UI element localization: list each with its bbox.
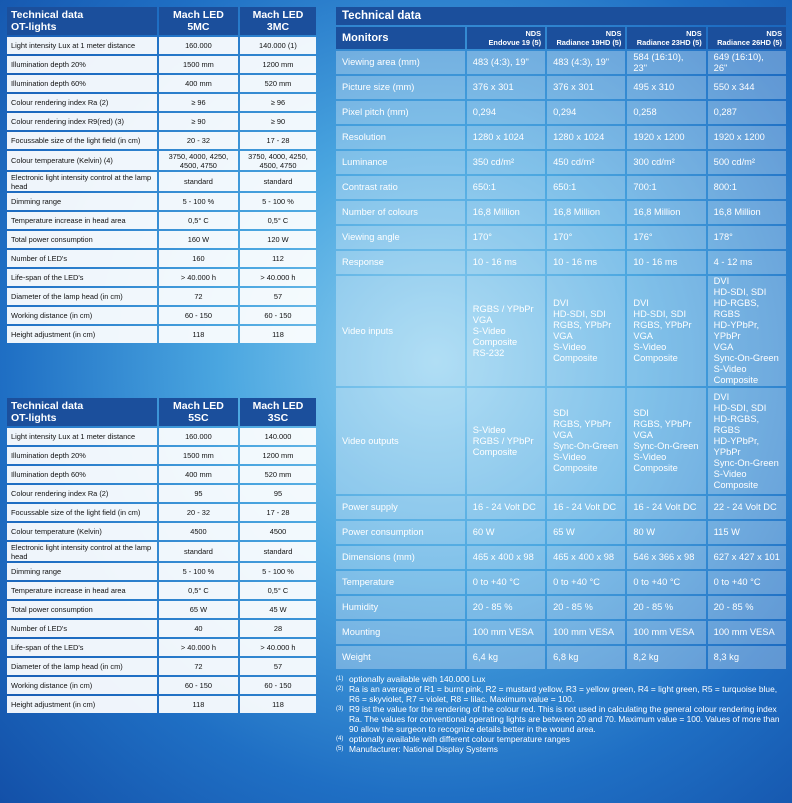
row-label: Life-span of the LED's bbox=[7, 269, 157, 286]
row-label: Illumination depth 20% bbox=[7, 447, 157, 464]
row-value: 1280 x 1024 bbox=[547, 126, 625, 149]
row-label: Electronic light intensity control at the lamp head bbox=[7, 542, 157, 561]
row-value: 28 bbox=[240, 620, 316, 637]
table-row bbox=[336, 251, 786, 274]
row-label: Colour temperature (Kelvin) (4) bbox=[7, 151, 157, 170]
row-value: 65 W bbox=[547, 521, 625, 544]
row-value: 10 - 16 ms bbox=[627, 251, 705, 274]
table-row bbox=[336, 76, 786, 99]
row-value: 0,294 bbox=[547, 101, 625, 124]
footnote bbox=[336, 684, 786, 704]
row-value: 495 x 310 bbox=[627, 76, 705, 99]
row-value: 800:1 bbox=[708, 176, 786, 199]
row-value: DVI HD-SDI, SDI RGBS, YPbPr VGA S-Video Composite bbox=[627, 276, 705, 386]
monitor-model: Endovue 19 (5) bbox=[488, 38, 542, 47]
footnote bbox=[336, 744, 786, 754]
row-value: 520 mm bbox=[240, 75, 316, 92]
table-row bbox=[7, 620, 316, 637]
table1-col1: Mach LED 5MC bbox=[173, 9, 224, 33]
monitor-model: Radiance 23HD (5) bbox=[636, 38, 702, 47]
row-value: 1200 mm bbox=[240, 447, 316, 464]
row-value: S-Video RGBS / YPbPr Composite bbox=[467, 388, 545, 494]
table-row bbox=[336, 596, 786, 619]
row-label: Contrast ratio bbox=[336, 176, 465, 199]
row-value: ≥ 96 bbox=[159, 94, 238, 111]
table-row bbox=[7, 250, 316, 267]
row-label: Power consumption bbox=[336, 521, 465, 544]
table2-col2: Mach LED 3SC bbox=[252, 400, 304, 424]
row-label: Picture size (mm) bbox=[336, 76, 465, 99]
row-value: 72 bbox=[159, 288, 238, 305]
footnote-text: R9 ist the value for the rendering of the colour red. This is not used in calculating the general colour rendering index Ra. The values for conventional operating lights are between 20 and 70. Maximum value = 100. Values of more than 90 allow the surgeon to recognize details better in the wound area. bbox=[349, 704, 780, 734]
row-label: Total power consumption bbox=[7, 231, 157, 248]
row-value: 483 (4:3), 19" bbox=[467, 51, 545, 74]
row-value: 10 - 16 ms bbox=[547, 251, 625, 274]
table-row bbox=[7, 212, 316, 229]
row-label: Viewing area (mm) bbox=[336, 51, 465, 74]
table-row bbox=[7, 601, 316, 618]
table2-body bbox=[7, 428, 316, 713]
row-label: Luminance bbox=[336, 151, 465, 174]
table-row bbox=[7, 94, 316, 111]
row-label: Colour rendering index Ra (2) bbox=[7, 94, 157, 111]
row-value: 465 x 400 x 98 bbox=[547, 546, 625, 569]
row-label: Number of colours bbox=[336, 201, 465, 224]
row-value: 0 to +40 °C bbox=[708, 571, 786, 594]
table-row bbox=[7, 639, 316, 656]
row-value: 0,287 bbox=[708, 101, 786, 124]
monitor-brand: NDS bbox=[766, 29, 782, 38]
row-value: 57 bbox=[240, 658, 316, 675]
row-value: 500 cd/m² bbox=[708, 151, 786, 174]
row-value: 700:1 bbox=[627, 176, 705, 199]
row-value: 5 - 100 % bbox=[159, 563, 238, 580]
row-value: 0,294 bbox=[467, 101, 545, 124]
row-value: 178° bbox=[708, 226, 786, 249]
row-label: Video inputs bbox=[336, 276, 465, 386]
row-value: 176° bbox=[627, 226, 705, 249]
row-value: 584 (16:10), 23" bbox=[627, 51, 705, 74]
row-value: 350 cd/m² bbox=[467, 151, 545, 174]
row-label: Number of LED's bbox=[7, 250, 157, 267]
row-value: 546 x 366 x 98 bbox=[627, 546, 705, 569]
table-row bbox=[7, 37, 316, 54]
row-value: ≥ 90 bbox=[240, 113, 316, 130]
row-value: 118 bbox=[159, 326, 238, 343]
row-value: 120 W bbox=[240, 231, 316, 248]
table-row bbox=[336, 496, 786, 519]
table-row bbox=[7, 75, 316, 92]
row-label: Life-span of the LED's bbox=[7, 639, 157, 656]
row-value: DVI HD-SDI, SDI RGBS, YPbPr VGA S-Video Composite bbox=[547, 276, 625, 386]
row-value: 4500 bbox=[159, 523, 238, 540]
footnote-marker: (2) bbox=[336, 686, 344, 692]
table-row bbox=[336, 201, 786, 224]
row-value: 20 - 85 % bbox=[708, 596, 786, 619]
row-value: 1920 x 1200 bbox=[627, 126, 705, 149]
table-row bbox=[336, 388, 786, 494]
table-row bbox=[7, 288, 316, 305]
table-row bbox=[336, 51, 786, 74]
table-row bbox=[7, 56, 316, 73]
row-value: 40 bbox=[159, 620, 238, 637]
row-value: 0,5° C bbox=[240, 582, 316, 599]
row-value: 60 W bbox=[467, 521, 545, 544]
footnote-text: optionally available with different colour temperature ranges bbox=[349, 734, 570, 744]
row-label: Electronic light intensity control at the lamp head bbox=[7, 172, 157, 191]
row-value: 140.000 bbox=[240, 428, 316, 445]
footnote bbox=[336, 734, 786, 744]
monitors-table bbox=[334, 5, 788, 671]
table-row bbox=[336, 126, 786, 149]
row-value: 0,258 bbox=[627, 101, 705, 124]
row-label: Power supply bbox=[336, 496, 465, 519]
monitor-col-header bbox=[467, 27, 545, 49]
row-label: Colour temperature (Kelvin) bbox=[7, 523, 157, 540]
table-row bbox=[7, 113, 316, 130]
row-label: Illumination depth 60% bbox=[7, 466, 157, 483]
row-label: Diameter of the lamp head (in cm) bbox=[7, 658, 157, 675]
row-value: 10 - 16 ms bbox=[467, 251, 545, 274]
monitors-title1: Technical data bbox=[342, 10, 422, 22]
row-value: 115 W bbox=[708, 521, 786, 544]
row-value: DVI HD-SDI, SDI HD-RGBS, RGBS HD-YPbPr, YPbPr VGA Sync-On-Green S-Video Composite bbox=[708, 276, 786, 386]
row-value: 100 mm VESA bbox=[708, 621, 786, 644]
table-row bbox=[336, 521, 786, 544]
table-row bbox=[7, 466, 316, 483]
row-value: 627 x 427 x 101 bbox=[708, 546, 786, 569]
row-value: standard bbox=[240, 172, 316, 191]
row-label: Viewing angle bbox=[336, 226, 465, 249]
row-label: Diameter of the lamp head (in cm) bbox=[7, 288, 157, 305]
row-value: 60 - 150 bbox=[159, 677, 238, 694]
footnote-text: Manufacturer: National Display Systems bbox=[349, 744, 498, 754]
row-value: 16,8 Million bbox=[708, 201, 786, 224]
row-label: Temperature increase in head area bbox=[7, 212, 157, 229]
row-label: Resolution bbox=[336, 126, 465, 149]
row-value: 1920 x 1200 bbox=[708, 126, 786, 149]
row-label: Weight bbox=[336, 646, 465, 669]
table-row bbox=[7, 428, 316, 445]
table-row bbox=[336, 646, 786, 669]
row-value: 20 - 85 % bbox=[467, 596, 545, 619]
row-label: Working distance (in cm) bbox=[7, 677, 157, 694]
table-row bbox=[336, 276, 786, 386]
footnote bbox=[336, 674, 786, 684]
row-value: 550 x 344 bbox=[708, 76, 786, 99]
table1-title2: OT-lights bbox=[11, 21, 57, 33]
row-value: 8,2 kg bbox=[627, 646, 705, 669]
row-value: 100 mm VESA bbox=[627, 621, 705, 644]
table-row bbox=[336, 226, 786, 249]
footnote-marker: (3) bbox=[336, 706, 344, 712]
ot-lights-table-mc bbox=[5, 5, 318, 345]
row-label: Total power consumption bbox=[7, 601, 157, 618]
table-row bbox=[336, 571, 786, 594]
row-value: 6,8 kg bbox=[547, 646, 625, 669]
row-value: 22 - 24 Volt DC bbox=[708, 496, 786, 519]
row-value: 5 - 100 % bbox=[240, 193, 316, 210]
row-value: 16,8 Million bbox=[547, 201, 625, 224]
row-value: > 40.000 h bbox=[240, 269, 316, 286]
row-label: Focussable size of the light field (in cm) bbox=[7, 132, 157, 149]
row-label: Video outputs bbox=[336, 388, 465, 494]
row-value: 520 mm bbox=[240, 466, 316, 483]
footnotes bbox=[336, 674, 786, 754]
monitor-model: Radiance 19HD (5) bbox=[556, 38, 622, 47]
footnote-text: optionally available with 140.000 Lux bbox=[349, 674, 486, 684]
row-value: 160.000 bbox=[159, 37, 238, 54]
row-value: 3750, 4000, 4250, 4500, 4750 bbox=[159, 151, 238, 170]
table-row bbox=[7, 151, 316, 170]
row-value: 95 bbox=[159, 485, 238, 502]
row-value: 100 mm VESA bbox=[467, 621, 545, 644]
table-row bbox=[7, 504, 316, 521]
row-value: 20 - 85 % bbox=[547, 596, 625, 619]
row-value: 112 bbox=[240, 250, 316, 267]
row-label: Illumination depth 60% bbox=[7, 75, 157, 92]
row-label: Focussable size of the light field (in cm) bbox=[7, 504, 157, 521]
ot-lights-table-sc bbox=[5, 396, 318, 715]
table-row bbox=[7, 563, 316, 580]
table1-body bbox=[7, 37, 316, 343]
table-row bbox=[7, 132, 316, 149]
row-value: 17 - 28 bbox=[240, 132, 316, 149]
monitor-brand: NDS bbox=[525, 29, 542, 38]
row-value: 400 mm bbox=[159, 466, 238, 483]
row-value: standard bbox=[240, 542, 316, 561]
monitors-body bbox=[336, 51, 786, 669]
row-value: 16 - 24 Volt DC bbox=[627, 496, 705, 519]
table-row bbox=[7, 307, 316, 324]
table-row bbox=[7, 172, 316, 191]
row-value: 20 - 32 bbox=[159, 132, 238, 149]
table-row bbox=[7, 447, 316, 464]
row-value: 4500 bbox=[240, 523, 316, 540]
monitor-brand: NDS bbox=[686, 29, 702, 38]
monitor-col-header bbox=[627, 27, 705, 49]
row-value: 80 W bbox=[627, 521, 705, 544]
monitor-brand: NDS bbox=[605, 29, 622, 38]
row-value: 483 (4:3), 19" bbox=[547, 51, 625, 74]
row-value: 450 cd/m² bbox=[547, 151, 625, 174]
footnote bbox=[336, 704, 786, 734]
row-value: 60 - 150 bbox=[240, 307, 316, 324]
footnote-text: Ra is an average of R1 = burnt pink, R2 = mustard yellow, R3 = yellow green, R4 = light green, R5 = turquoise blue, R6 = skyviolet, R7 = violet, R8 = lilac. Maximum value = 100. bbox=[349, 684, 778, 704]
row-value: 160 bbox=[159, 250, 238, 267]
row-value: 3750, 4000, 4250, 4500, 4750 bbox=[240, 151, 316, 170]
footnote-marker: (4) bbox=[336, 736, 344, 742]
row-value: 100 mm VESA bbox=[547, 621, 625, 644]
row-value: ≥ 96 bbox=[240, 94, 316, 111]
table-row bbox=[7, 582, 316, 599]
row-label: Height adjustment (in cm) bbox=[7, 696, 157, 713]
row-value: 300 cd/m² bbox=[627, 151, 705, 174]
row-value: standard bbox=[159, 172, 238, 191]
row-value: SDI RGBS, YPbPr VGA Sync-On-Green S-Video Composite bbox=[627, 388, 705, 494]
table-row bbox=[7, 658, 316, 675]
row-value: 16,8 Million bbox=[627, 201, 705, 224]
monitor-col-header bbox=[708, 27, 786, 49]
row-value: 1200 mm bbox=[240, 56, 316, 73]
row-value: 400 mm bbox=[159, 75, 238, 92]
table-row bbox=[7, 542, 316, 561]
row-value: 0 to +40 °C bbox=[467, 571, 545, 594]
table-row bbox=[336, 101, 786, 124]
table-row bbox=[7, 696, 316, 713]
row-value: 0 to +40 °C bbox=[627, 571, 705, 594]
row-value: 0 to +40 °C bbox=[547, 571, 625, 594]
row-label: Light intensity Lux at 1 meter distance bbox=[7, 37, 157, 54]
row-value: 1500 mm bbox=[159, 447, 238, 464]
row-value: 376 x 301 bbox=[547, 76, 625, 99]
row-label: Mounting bbox=[336, 621, 465, 644]
row-value: 72 bbox=[159, 658, 238, 675]
row-label: Dimensions (mm) bbox=[336, 546, 465, 569]
table-row bbox=[7, 523, 316, 540]
monitors-title2: Monitors bbox=[342, 32, 389, 44]
row-value: 170° bbox=[547, 226, 625, 249]
row-value: 118 bbox=[240, 696, 316, 713]
row-value: > 40.000 h bbox=[240, 639, 316, 656]
row-label: Colour rendering index R9(red) (3) bbox=[7, 113, 157, 130]
row-value: 95 bbox=[240, 485, 316, 502]
table-row bbox=[7, 326, 316, 343]
table-row bbox=[7, 677, 316, 694]
row-value: 65 W bbox=[159, 601, 238, 618]
row-label: Pixel pitch (mm) bbox=[336, 101, 465, 124]
footnote-marker: (5) bbox=[336, 746, 344, 752]
row-value: 160 W bbox=[159, 231, 238, 248]
row-value: 465 x 400 x 98 bbox=[467, 546, 545, 569]
row-value: 649 (16:10), 26" bbox=[708, 51, 786, 74]
row-value: 16 - 24 Volt DC bbox=[467, 496, 545, 519]
row-value: 118 bbox=[159, 696, 238, 713]
row-value: 6,4 kg bbox=[467, 646, 545, 669]
row-value: 5 - 100 % bbox=[240, 563, 316, 580]
row-label: Humidity bbox=[336, 596, 465, 619]
table2-col1: Mach LED 5SC bbox=[173, 400, 224, 424]
table-row bbox=[336, 621, 786, 644]
row-value: 8,3 kg bbox=[708, 646, 786, 669]
row-label: Working distance (in cm) bbox=[7, 307, 157, 324]
row-value: 16,8 Million bbox=[467, 201, 545, 224]
row-value: DVI HD-SDI, SDI HD-RGBS, RGBS HD-YPbPr, YPbPr Sync-On-Green S-Video Composite bbox=[708, 388, 786, 494]
row-value: > 40.000 h bbox=[159, 639, 238, 656]
row-value: 140.000 (1) bbox=[240, 37, 316, 54]
table-row bbox=[7, 485, 316, 502]
row-label: Dimming range bbox=[7, 563, 157, 580]
row-value: 4 - 12 ms bbox=[708, 251, 786, 274]
row-value: 160.000 bbox=[159, 428, 238, 445]
row-value: 118 bbox=[240, 326, 316, 343]
row-label: Temperature increase in head area bbox=[7, 582, 157, 599]
row-value: 20 - 32 bbox=[159, 504, 238, 521]
row-label: Light intensity Lux at 1 meter distance bbox=[7, 428, 157, 445]
table-row bbox=[336, 176, 786, 199]
row-label: Illumination depth 20% bbox=[7, 56, 157, 73]
monitor-col-header bbox=[547, 27, 625, 49]
row-label: Dimming range bbox=[7, 193, 157, 210]
row-value: 57 bbox=[240, 288, 316, 305]
row-value: 0,5° C bbox=[159, 212, 238, 229]
table-row bbox=[336, 151, 786, 174]
row-value: 170° bbox=[467, 226, 545, 249]
row-label: Height adjustment (in cm) bbox=[7, 326, 157, 343]
row-value: 0,5° C bbox=[240, 212, 316, 229]
row-value: standard bbox=[159, 542, 238, 561]
row-value: 376 x 301 bbox=[467, 76, 545, 99]
row-value: 60 - 150 bbox=[240, 677, 316, 694]
row-label: Number of LED's bbox=[7, 620, 157, 637]
table-row bbox=[7, 269, 316, 286]
table2-title1: Technical data bbox=[11, 400, 84, 412]
row-value: SDI RGBS, YPbPr VGA Sync-On-Green S-Video Composite bbox=[547, 388, 625, 494]
row-value: 0,5° C bbox=[159, 582, 238, 599]
row-value: 16 - 24 Volt DC bbox=[547, 496, 625, 519]
row-value: RGBS / YPbPr VGA S-Video Composite RS-232 bbox=[467, 276, 545, 386]
row-value: 45 W bbox=[240, 601, 316, 618]
footnote-marker: (1) bbox=[336, 676, 344, 682]
row-value: 650:1 bbox=[547, 176, 625, 199]
table1-title1: Technical data bbox=[11, 9, 84, 21]
table-row bbox=[7, 193, 316, 210]
monitor-model: Radiance 26HD (5) bbox=[717, 38, 782, 47]
row-value: 650:1 bbox=[467, 176, 545, 199]
row-value: > 40.000 h bbox=[159, 269, 238, 286]
row-value: 1280 x 1024 bbox=[467, 126, 545, 149]
table2-title2: OT-lights bbox=[11, 412, 57, 424]
table-row bbox=[336, 546, 786, 569]
table1-col2: Mach LED 3MC bbox=[252, 9, 304, 33]
row-label: Temperature bbox=[336, 571, 465, 594]
row-value: 1500 mm bbox=[159, 56, 238, 73]
row-value: 60 - 150 bbox=[159, 307, 238, 324]
row-value: ≥ 90 bbox=[159, 113, 238, 130]
row-value: 5 - 100 % bbox=[159, 193, 238, 210]
row-label: Response bbox=[336, 251, 465, 274]
row-value: 20 - 85 % bbox=[627, 596, 705, 619]
row-label: Colour rendering index Ra (2) bbox=[7, 485, 157, 502]
row-value: 17 - 28 bbox=[240, 504, 316, 521]
table-row bbox=[7, 231, 316, 248]
